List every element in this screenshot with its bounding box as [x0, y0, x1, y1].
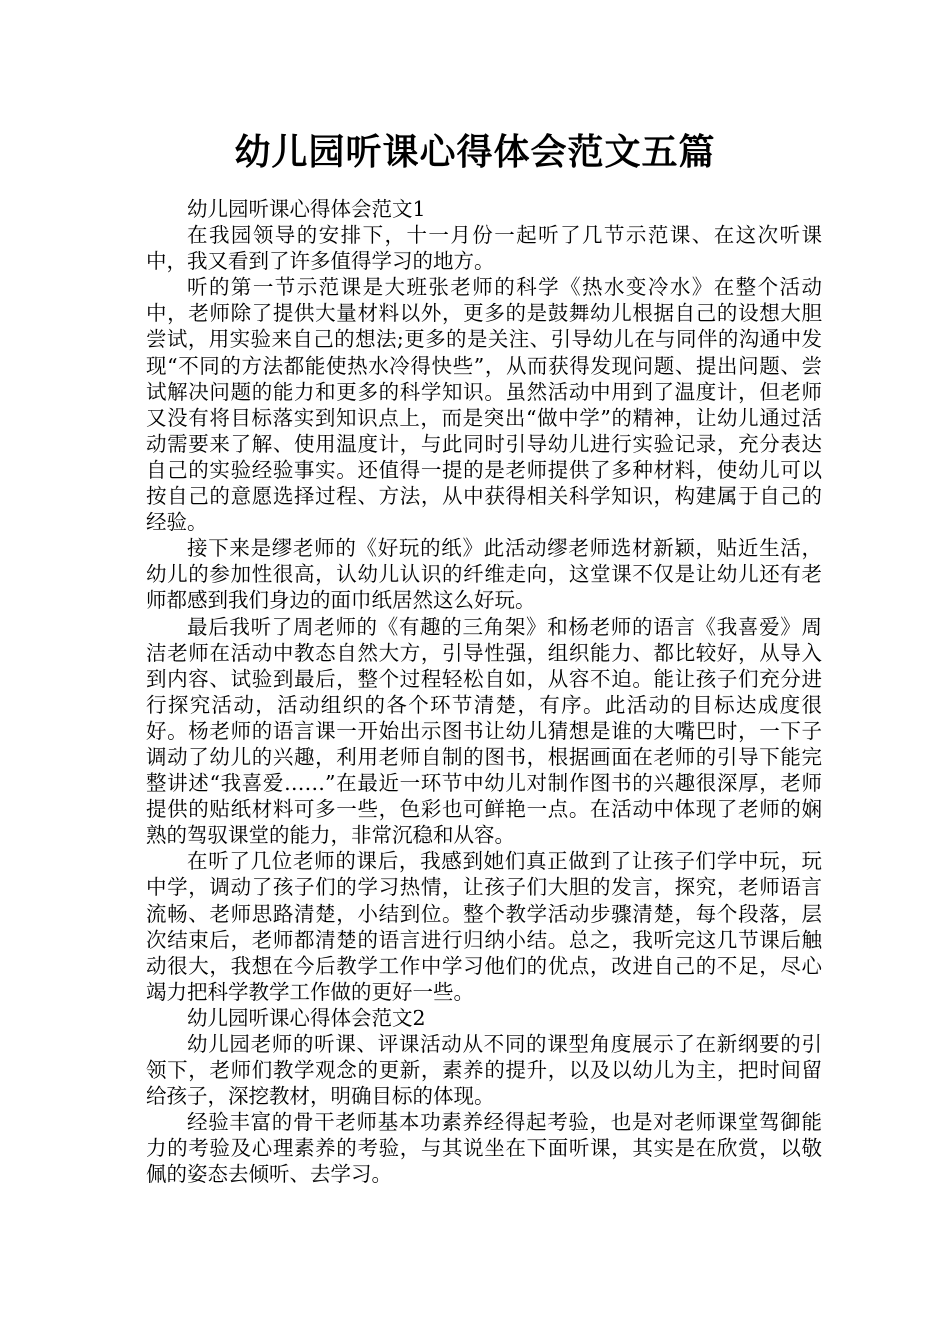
body-paragraph: 接下来是缪老师的《好玩的纸》此活动缪老师选材新颖，贴近生活，幼儿的参加性很高，认幼儿认识的纤维走向，这堂课不仅是让幼儿还有老师都感到我们身边的面巾纸居然这么好玩。 [146, 536, 822, 613]
document-body [146, 196, 822, 1188]
body-paragraph: 经验丰富的骨干老师基本功素养经得起考验，也是对老师课堂驾御能力的考验及心理素养的考验，与其说坐在下面听课，其实是在欣赏，以敬佩的姿态去倾听、去学习。 [146, 1110, 822, 1187]
body-paragraph: 最后我听了周老师的《有趣的三角架》和杨老师的语言《我喜爱》周洁老师在活动中教态自然大方，引导性强，组织能力、都比较好，从导入到内容、试验到最后，整个过程轻松自如，从容不迫。能让孩子们充分进行探究活动，活动组织的各个环节清楚，有序。此活动的目标达成度很好。杨老师的语言课一开始出示图书让幼儿猜想是谁的大嘴巴时，一下子调动了幼儿的兴趣，利用老师自制的图书，根据画面在老师的引导下能完整讲述“我喜爱……”在最近一环节中幼儿对制作图书的兴趣很深厚，老师提供的贴纸材料可多一些，色彩也可鲜艳一点。在活动中体现了老师的娴熟的驾驭课堂的能力，非常沉稳和从容。 [146, 614, 822, 848]
body-paragraph: 幼儿园老师的听课、评课活动从不同的课型角度展示了在新纲要的引领下，老师们教学观念的更新，素养的提升，以及以幼儿为主，把时间留给孩子，深挖教材，明确目标的体现。 [146, 1032, 822, 1109]
document-title: 幼儿园听课心得体会范文五篇 [234, 131, 716, 173]
body-paragraph: 在听了几位老师的课后，我感到她们真正做到了让孩子们学中玩，玩中学，调动了孩子们的学习热情，让孩子们大胆的发言，探究，老师语言流畅、老师思路清楚，小结到位。整个教学活动步骤清楚，每个段落，层次结束后，老师都清楚的语言进行归纳小结。总之，我听完这几节课后触动很大，我想在今后教学工作中学习他们的优点，改进自己的不足，尽心竭力把科学教学工作做的更好一些。 [146, 849, 822, 1004]
section-heading-2: 幼儿园听课心得体会范文2 [187, 1005, 426, 1030]
body-paragraph: 听的第一节示范课是大班张老师的科学《热水变冷水》在整个活动中，老师除了提供大量材料以外，更多的是鼓舞幼儿根据自己的设想大胆尝试，用实验来自己的想法;更多的是关注、引导幼儿在与同伴的沟通中发现“不同的方法都能使热水冷得快些”，从而获得发现问题、提出问题、尝试解决问题的能力和更多的科学知识。虽然活动中用到了温度计，但老师又没有将目标落实到知识点上，而是突出“做中学”的精神，让幼儿通过活动需要来了解、使用温度计，与此同时引导幼儿进行实验记录，充分表达自己的实验经验事实。还值得一提的是老师提供了多种材料，使幼儿可以按自己的意愿选择过程、方法，从中获得相关科学知识，构建属于自己的经验。 [146, 275, 822, 535]
body-paragraph: 在我园领导的安排下，十一月份一起听了几节示范课、在这次听课中，我又看到了许多值得学习的地方。 [146, 223, 822, 274]
section-heading-1: 幼儿园听课心得体会范文1 [187, 197, 426, 221]
